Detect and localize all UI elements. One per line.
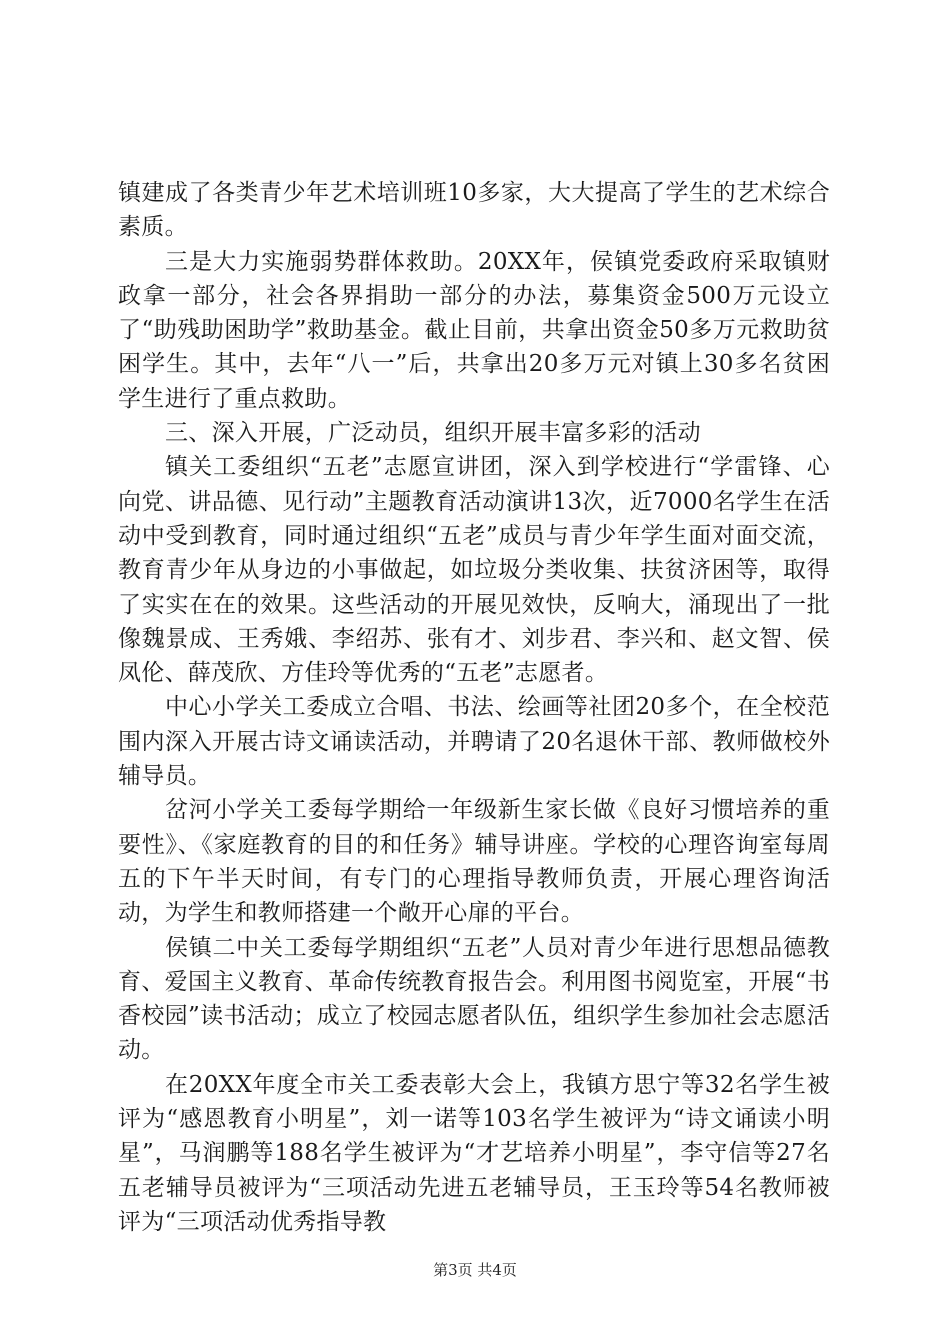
paragraph-3: 镇关工委组织“五老”志愿宣讲团，深入到学校进行“学雷锋、心向党、讲品德、见行动”主题教育活动演讲13次，近7000名学生在活动中受到教育，同时通过组织“五老”成员与青少年学生面对面交流，教育青少年从身边的小事做起，如垃圾分类收集、扶贫济困等，取得了实实在在的效果。这些活动的开展见效快，反响大，涌现出了一批像魏景成、王秀娥、李绍苏、张有才、刘步君、李兴和、赵文智、侯凤伦、薛茂欣、方佳玲等优秀的“五老”志愿者。 (118, 454, 830, 687)
paragraph-6: 侯镇二中关工委每学期组织“五老”人员对青少年进行思想品德教育、爱国主义教育、革命传统教育报告会。利用图书阅览室，开展“书香校园”读书活动；成立了校园志愿者队伍，组织学生参加社会志愿活动。 (118, 934, 830, 1064)
document-body (118, 176, 830, 1239)
paragraph-1: 镇建成了各类青少年艺术培训班10多家，大大提高了学生的艺术综合素质。 (118, 180, 830, 241)
paragraph-2: 三是大力实施弱势群体救助。20XX年，侯镇党委政府采取镇财政拿一部分，社会各界捐助一部分的办法，募集资金500万元设立了“助残助困助学”救助基金。截止目前，共拿出资金50多万元救助贫困学生。其中，去年“八一”后，共拿出20多万元对镇上30多名贫困学生进行了重点救助。 (118, 248, 830, 412)
page-number-footer: 第3页 共4页 (433, 1261, 517, 1279)
section-heading: 三、深入开展，广泛动员，组织开展丰富多彩的活动 (165, 420, 701, 447)
paragraph-7: 在20XX年度全市关工委表彰大会上，我镇方思宁等32名学生被评为“感恩教育小明星”，刘一诺等103名学生被评为“诗文诵读小明星”，马润鹏等188名学生被评为“才艺培养小明星”，李守信等27名五老辅导员被评为“三项活动先进五老辅导员，王玉玲等54名教师被评为“三项活动优秀指导教 (118, 1071, 830, 1235)
paragraph-4: 中心小学关工委成立合唱、书法、绘画等社团20多个，在全校范围内深入开展古诗文诵读活动，并聘请了20名退休干部、教师做校外辅导员。 (118, 694, 830, 790)
paragraph-5: 岔河小学关工委每学期给一年级新生家长做《良好习惯培养的重要性》、《家庭教育的目的和任务》辅导讲座。学校的心理咨询室每周五的下午半天时间，有专门的心理指导教师负责，开展心理咨询活动，为学生和教师搭建一个敞开心扉的平台。 (118, 797, 830, 927)
